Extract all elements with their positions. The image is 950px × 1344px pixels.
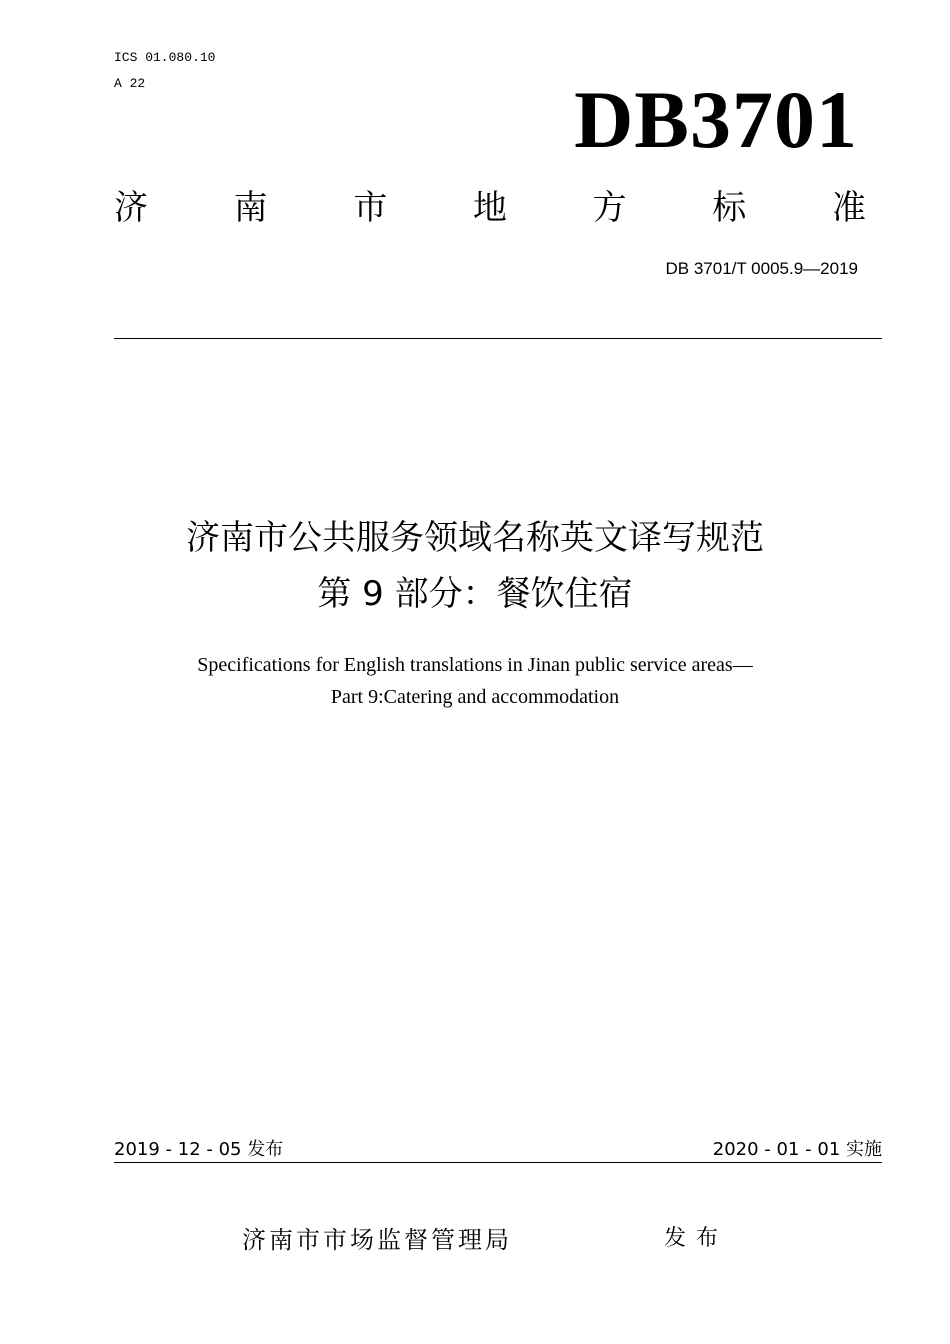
chinese-title-line-1: 济南市公共服务领域名称英文译写规范 xyxy=(186,518,764,558)
header-divider xyxy=(114,338,882,339)
standard-type-char: 市 xyxy=(353,188,388,228)
ccs-code: A 22 xyxy=(114,76,146,91)
standard-type-char: 方 xyxy=(592,188,627,228)
standard-type-char: 南 xyxy=(233,188,268,228)
issue-label: 发布 xyxy=(664,1226,729,1251)
standard-code: DB 3701/T 0005.9—2019 xyxy=(665,259,858,278)
standard-type-char: 济 xyxy=(114,188,148,228)
english-title-line-2: Part 9:Catering and accommodation xyxy=(330,686,620,708)
standard-type-title xyxy=(114,186,866,230)
issuing-authority: 济南市市场监督管理局 xyxy=(242,1226,512,1254)
standard-logo: DB3701 xyxy=(574,74,858,165)
dates-divider xyxy=(114,1162,882,1163)
ics-code: ICS 01.080.10 xyxy=(114,50,216,65)
publish-date: 2019 - 12 - 05 发布 xyxy=(114,1139,284,1160)
english-title-line-1: Specifications for English translations in Jinan public service areas— xyxy=(197,654,753,676)
standard-type-char: 标 xyxy=(712,188,747,228)
standard-type-char: 地 xyxy=(472,188,507,228)
standard-type-char: 准 xyxy=(831,188,866,228)
effective-date: 2020 - 01 - 01 实施 xyxy=(712,1139,882,1160)
chinese-title-line-2: 第 9 部分：餐饮住宿 xyxy=(317,574,633,614)
